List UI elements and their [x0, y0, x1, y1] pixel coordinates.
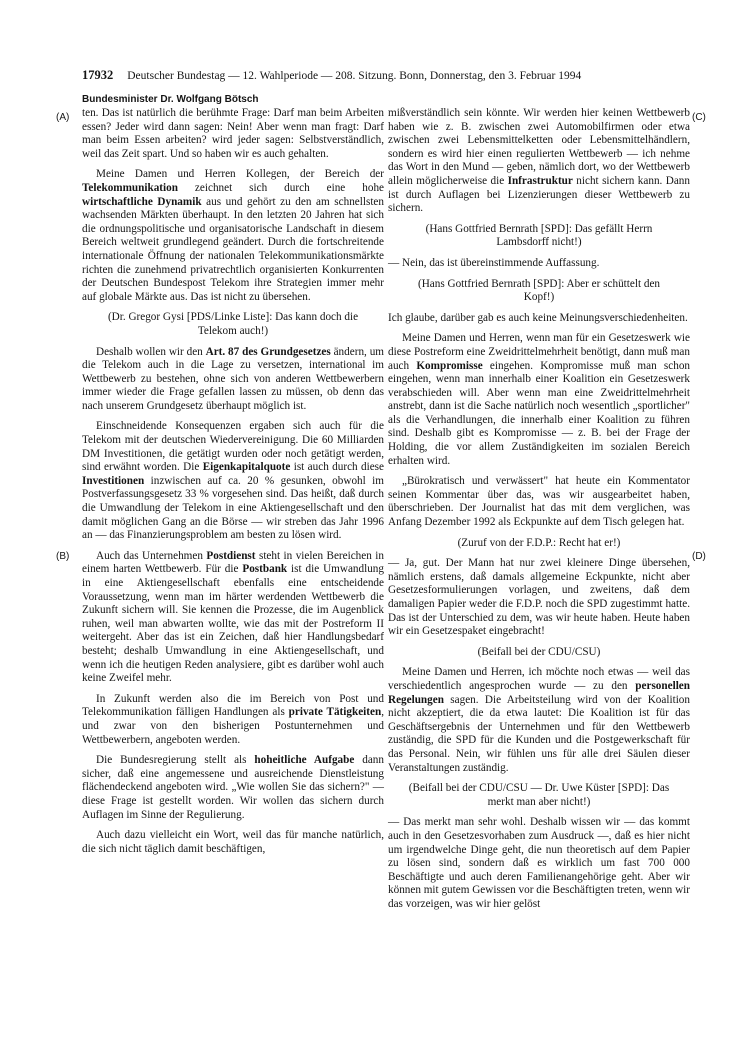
paragraph: Die Bundesregierung stellt als hoheitliche Aufgabe dann sicher, daß eine angemessene und ausreichende Dienstleistung flächendeckend angeboten wird. „Wie wollen Sie das sichern?" — diese Frage ist gestellt worden. Wir wollen das sichern durch Auflagen im Sinne der Regulierung. — [82, 754, 384, 821]
interjection: (Dr. Gregor Gysi [PDS/Linke Liste]: Das kann doch die Telekom auch!) — [107, 311, 359, 337]
interjection: (Beifall bei der CDU/CSU) — [477, 645, 601, 658]
paragraph: In Zukunft werden also die im Bereich von Post und Telekommunikation fälligen Handlungen als private Tätigkeiten, und zwar von den bisherigen Postunternehmen und Wettbewerbern, angeboten werden. — [82, 692, 384, 746]
paragraph: — Nein, das ist übereinstimmende Auffassung. — [388, 256, 600, 269]
margin-marker-c: (C) — [692, 112, 706, 123]
margin-marker-b: (B) — [56, 551, 70, 562]
paragraph: Meine Damen und Herren, ich möchte noch etwas — weil das verschiedentlich angesprochen wurde — zu den personellen Regelungen sagen. Die Arbeitsteilung wird von der Koalition nicht akzeptiert, die da etwa lautet: Die Koalition ist für das Geschäftsergebnis der Unternehmen und für den Wettbewerb zuständig, die SPD für die Kunden und die Postgewerkschaft für das Personal. Nein, wir fühlen uns für alle drei Säulen dieser Veranstaltungen zuständig. — [388, 666, 690, 774]
paragraph: — Das merkt man sehr wohl. Deshalb wissen wir — das kommt auch in den Gesetzesvorhaben zum Ausdruck —, daß es hier nicht um irgendwelche Dinge geht, die nun theoretisch auf dem Papier zu lösen sind, sondern daß es wirklich um fast 700 000 Beschäftigte und auch deren Familienangehörige geht. Aber wir können mit gutem Gewissen vor die Beschäftigten treten, wenn wir das vorzeigen, was wir hier gelöst — [388, 816, 690, 910]
paragraph: Meine Damen und Herren, wenn man für ein Gesetzeswerk wie diese Postreform eine Zweidrittelmehrheit benötigt, dann muß man auch Kompromisse eingehen. Kompromisse muß man schon eingehen, wenn man innerhalb einer Koalition ein Gesetzeswerk verabschieden will. Aber wenn man eine Zweidrittelmehrheit anstrebt, dann ist die Sache natürlich noch wesentlich „sportlicher" als die Verhandlungen, die innerhalb einer Koalition zu führen sind. Deshalb gibt es Kompromisse — z. B. bei der Frage der Holding, die vor allem Zuständigkeiten im sozialen Bereich erhalten wird. — [388, 332, 691, 467]
paragraph: mißverständlich sein könnte. Wir werden hier keinen Wettbewerb haben wie z. B. zwischen zwei Automobilfirmen oder etwa zwischen zwei Lebensmittelketten oder Lebensmittelhändlern, sondern es wird hier einen regulierten Wettbewerb — ich nehme das Wort in den Mund — geben, nämlich dort, wo der Wettbewerb allein möglicherweise die Infrastruktur nicht sichern kann. Dann ist durch Auflagen bei Lizenzierungen dieser Wettbewerb zu sichern. — [388, 107, 690, 215]
right-column — [388, 107, 690, 918]
paragraph: Auch dazu vielleicht ein Wort, weil das für manche natürlich, die sich nicht täglich damit beschäftigen, — [82, 829, 384, 855]
paragraph: — Ja, gut. Der Mann hat nur zwei kleinere Dinge übersehen, nämlich erstens, daß damals allgemeine Eckpunkte, nicht aber Gesetzesformulierungen vorlagen, und zweitens, daß dem damaligen Papier weder die F.D.P. noch die SPD zugestimmt hatte. Das ist der Unterschied zu dem, was wir heute haben. Heute haben wir ein Gesetzespaket eingebracht! — [388, 557, 690, 638]
margin-marker-d: (D) — [692, 551, 706, 562]
paragraph: „Bürokratisch und verwässert" hat heute ein Kommentator seinen Kommentar über das, was wir ausgearbeitet haben, überschrieben. Der Journalist hat das mit dem verglichen, was Anfang Dezember 1992 als Eckpunkte auf dem Tisch gelegen hat. — [388, 475, 690, 529]
paragraph: Deshalb wollen wir den Art. 87 des Grundgesetzes ändern, um die Telekom auch in die Lage zu versetzen, international im Wettbewerb zu bestehen, ohne sich von anderen Wettbewerbern immer wieder die Frage gefallen lassen zu müssen, ob denn das nach unserem Grundgesetz überhaupt möglich ist. — [82, 345, 384, 412]
running-header — [82, 68, 642, 83]
interjection: (Zuruf von der F.D.P.: Recht hat er!) — [457, 536, 621, 549]
paragraph: Meine Damen und Herren Kollegen, der Bereich der Telekommunikation zeichnet sich durch eine hohe wirtschaftliche Dynamik aus und gehört zu den am schnellsten wachsenden Märkten überhaupt. In den letzten 20 Jahren hat sich die ordnungspolitische und organisatorische Landschaft in diesem Bereich weltweit grundlegend geändert. Durch die fortschreitende internationale Öffnung der nationalen Telekommunikationsmärkte richten die zunehmend privatrechtlich organisierten Konkurrenten der Deutschen Bundespost Telekom ihre Strategien immer mehr auf globale Märkte aus. Das ist nicht zu übersehen. — [82, 168, 384, 303]
paragraph: ten. Das ist natürlich die berühmte Frage: Darf man beim Arbeiten essen? Jeder wird dann sagen: Nein! Aber wenn man fragt: Darf man beim Essen arbeiten? wird jeder sagen: Selbstverständlich, weil das Zeit spart. Und so haben wir es auch gehalten. — [82, 107, 384, 160]
speaker-name: Bundesminister Dr. Wolfgang Bötsch — [82, 94, 259, 105]
paragraph: Auch das Unternehmen Postdienst steht in vielen Bereichen in einem harten Wettbewerb. Für die Postbank ist die Umwandlung in eine Aktiengesellschaft ebenfalls eine entscheidende Voraussetzung, wenn man im härter werdenden Wettbewerb die Zukunft sichern will. Sie kennen die Prozesse, die im Augenblick ruhen, weil man abwarten wollte, wie das mit der Postreform II weitergeht. Aber das ist ein Zeichen, daß hier Handlungsbedarf besteht; deshalb Umwandlung in eine Aktiengesellschaft, und wenn ich die heutigen Reden analysiere, gibt es darüber wohl auch keine Zweifel mehr. — [82, 549, 384, 685]
page-number: 17932 — [82, 68, 114, 82]
interjection: (Hans Gottfried Bernrath [SPD]: Aber er schüttelt den Kopf!) — [417, 277, 661, 304]
paragraph: Einschneidende Konsequenzen ergaben sich auch für die Telekom mit der deutschen Wiedervereinigung. Die 60 Milliarden DM Investitionen, die getätigt wurden oder noch getätigt werden, sind erwähnt worden. Die Eigenkapitalquote ist auch durch diese Investitionen inzwischen auf ca. 20 % gesunken, obwohl im Postverfassungsgesetz 33 % vorgesehen sind. Das heißt, daß durch die Umwandlung der Telekom in eine Aktiengesellschaft und den damit möglichen Gang an die Börse — wir streben das Jahr 1996 an — das Finanzierungsproblem am besten zu lösen wird. — [82, 420, 384, 542]
margin-marker-a: (A) — [56, 112, 70, 123]
interjection: (Beifall bei der CDU/CSU — Dr. Uwe Küster [SPD]: Das merkt man aber nicht!) — [408, 782, 670, 808]
paragraph: Ich glaube, darüber gab es auch keine Meinungsverschiedenheiten. — [388, 311, 688, 324]
left-column — [82, 107, 384, 863]
interjection: (Hans Gottfried Bernrath [SPD]: Das gefällt Herrn Lambsdorff nicht!) — [425, 222, 653, 249]
running-title: Deutscher Bundestag — 12. Wahlperiode — 208. Sitzung. Bonn, Donnerstag, den 3. Februar 1994 — [127, 70, 582, 82]
